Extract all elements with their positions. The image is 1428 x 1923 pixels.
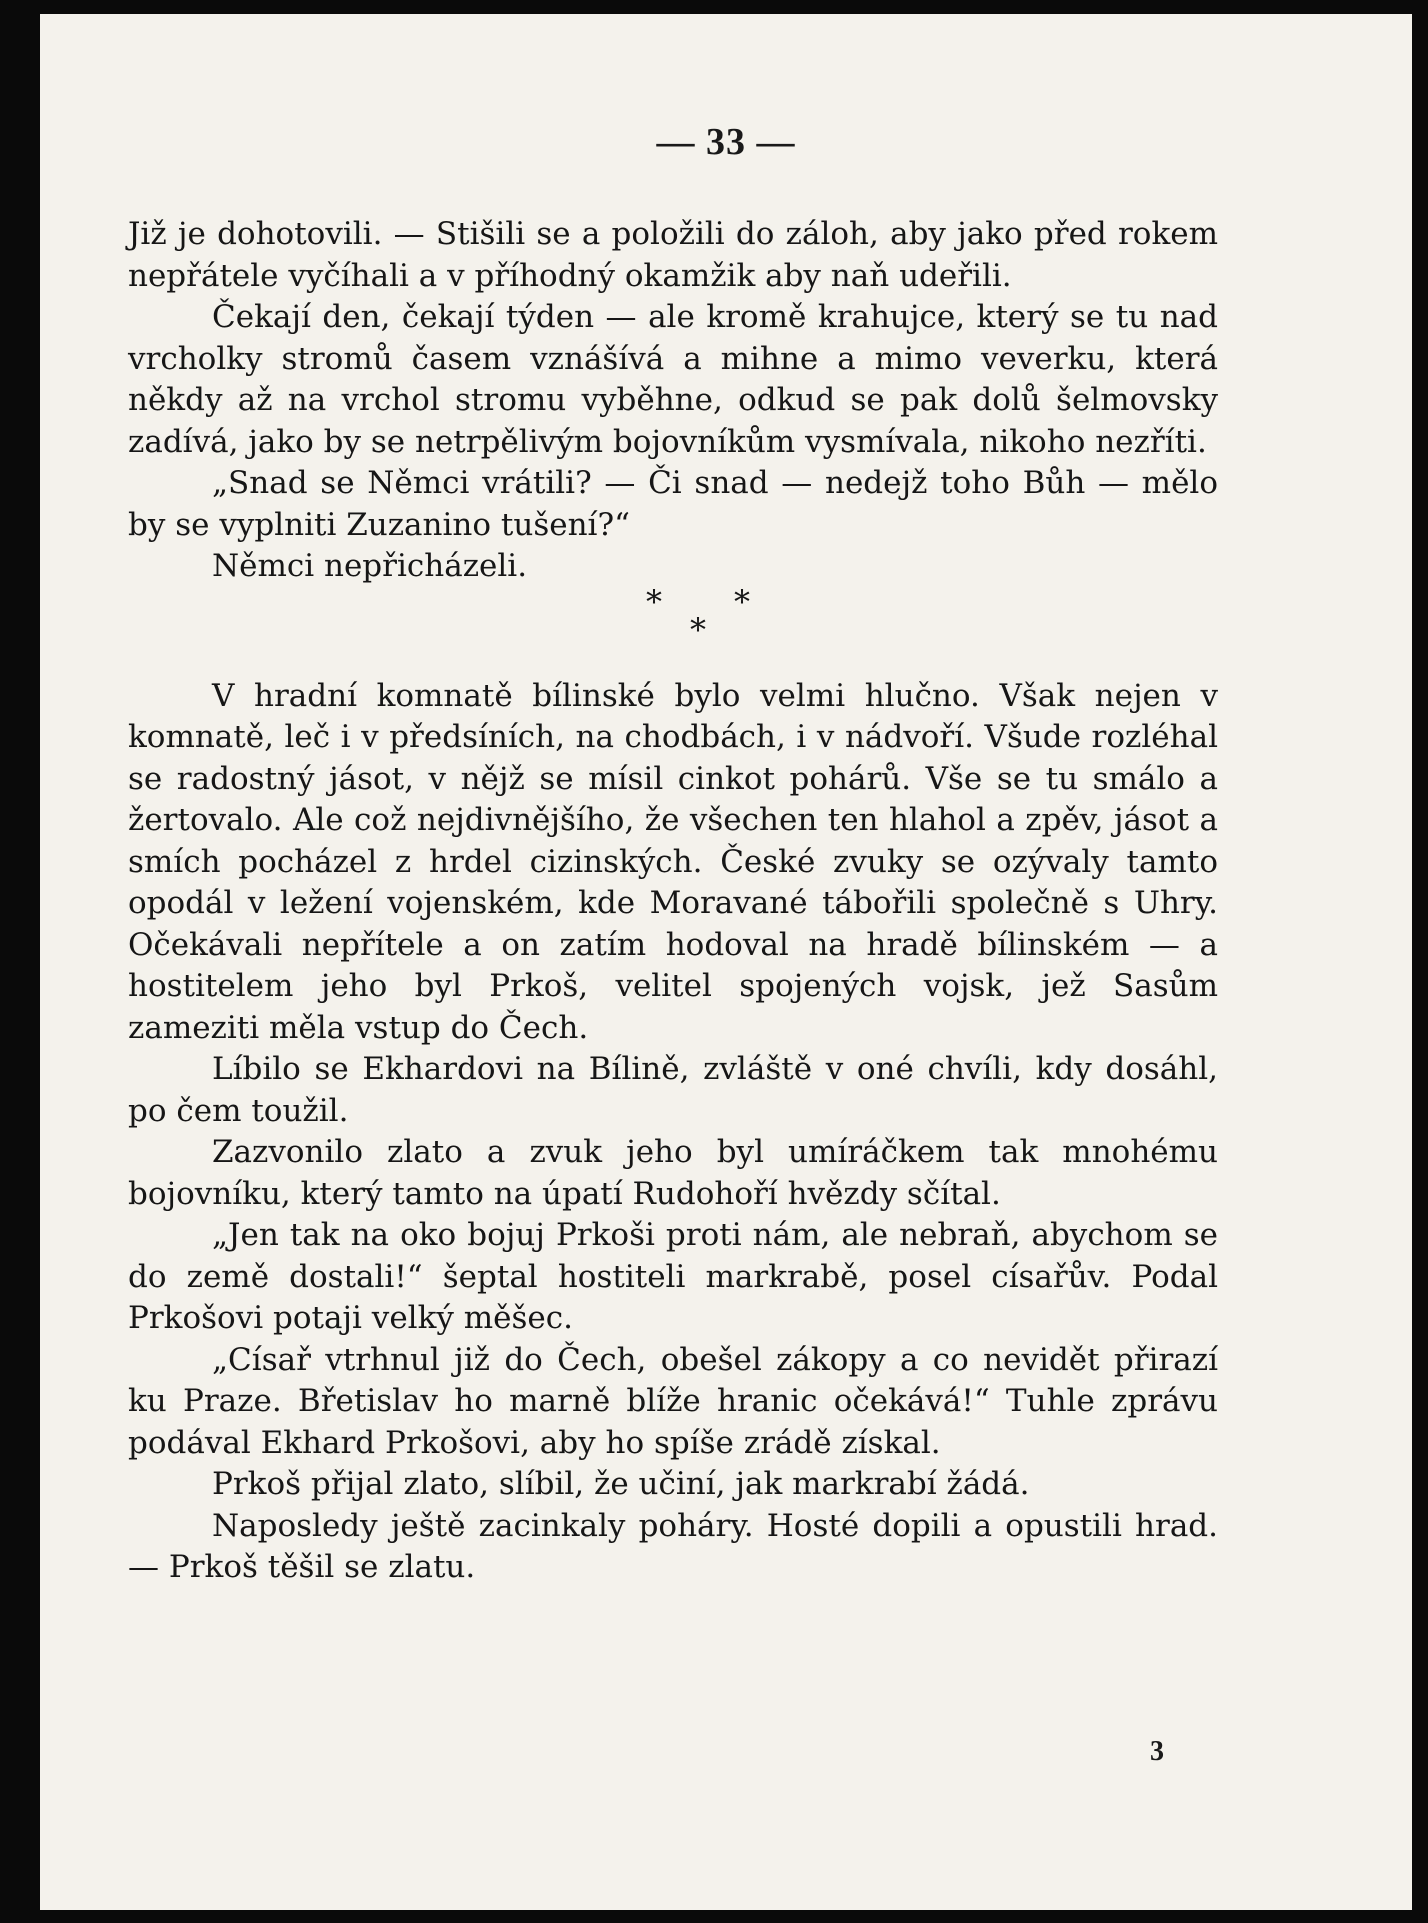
body-text	[128, 214, 1218, 1589]
asterism-star-right: *	[734, 582, 750, 621]
paragraph-1: Již je dohotovili. — Stišili se a položili do záloh, aby jako před rokem nepřátele vyčíhali a v příhodný okamžik aby naň udeřili.	[128, 216, 1218, 294]
paragraph-7: Zazvonilo zlato a zvuk jeho byl umíráčkem tak mnohému bojovníku, který tamto na úpatí Rudohoří hvězdy sčítal.	[128, 1134, 1218, 1212]
paragraph-3: „Snad se Němci vrátili? — Či snad — nedejž toho Bůh — mělo by se vyplniti Zuzanino tušení?“	[128, 465, 1218, 543]
asterism-star-left: *	[646, 582, 662, 621]
printer-signature-mark: 3	[1150, 1736, 1164, 1767]
paragraph-4: Němci nepřicházeli.	[212, 548, 528, 584]
paragraph-8: „Jen tak na oko bojuj Prkoši proti nám, ale nebraň, abychom se do země dostali!“ šeptal hostiteli markrabě, posel císařův. Podal Prkošovi potaji velký měšec.	[128, 1217, 1218, 1336]
paragraph-10: Prkoš přijal zlato, slíbil, že učiní, jak markrabí žádá.	[212, 1466, 1030, 1502]
paragraph-6: Líbilo se Ekhardovi na Bílině, zvláště v oné chvíli, kdy dosáhl, po čem toužil.	[128, 1051, 1218, 1129]
page-number: — 33 —	[656, 121, 796, 163]
book-page	[40, 14, 1412, 1910]
section-break-asterism	[128, 582, 1218, 676]
paragraph-9: „Císař vtrhnul již do Čech, obešel zákopy a co nevidět přirazí ku Praze. Břetislav ho marně blíže hranic očekává!“ Tuhle zprávu podával Ekhard Prkošovi, aby ho spíše zrádě získal.	[128, 1341, 1218, 1461]
paragraph-5: V hradní komnatě bílinské bylo velmi hlučno. Však nejen v komnatě, leč i v předsíních, na chodbách, i v nádvoří. Všude rozléhal se radostný jásot, v nějž se mísil cinkot pohárů. Vše se tu smálo a žertovalo. Ale což nejdivnějšího, že všechen ten hlahol a zpěv, jásot a smích pocházel z hrdel cizinských. České zvuky se ozývaly tamto opodál v ležení vojenském, kde Moravané tábořili společně s Uhry. Očekávali nepřítele a on zatím hodoval na hradě bílinském — a hostitelem jeho byl Prkoš, velitel spojených vojsk, jež Sasům zameziti měla vstup do Čech.	[128, 677, 1218, 1046]
paragraph-11: Naposledy ještě zacinkaly poháry. Hosté dopili a opustili hrad. — Prkoš těšil se zlatu.	[128, 1507, 1218, 1585]
paragraph-2: Čekají den, čekají týden — ale kromě krahujce, který se tu nad vrcholky stromů časem vznášívá a mihne a mimo veverku, která někdy až na vrchol stromu vyběhne, odkud se pak dolů šelmovsky zadívá, jako by se netrpělivým bojovníkům vysmívala, nikoho nezříti.	[128, 299, 1218, 460]
asterism-star-bottom: *	[690, 610, 706, 649]
